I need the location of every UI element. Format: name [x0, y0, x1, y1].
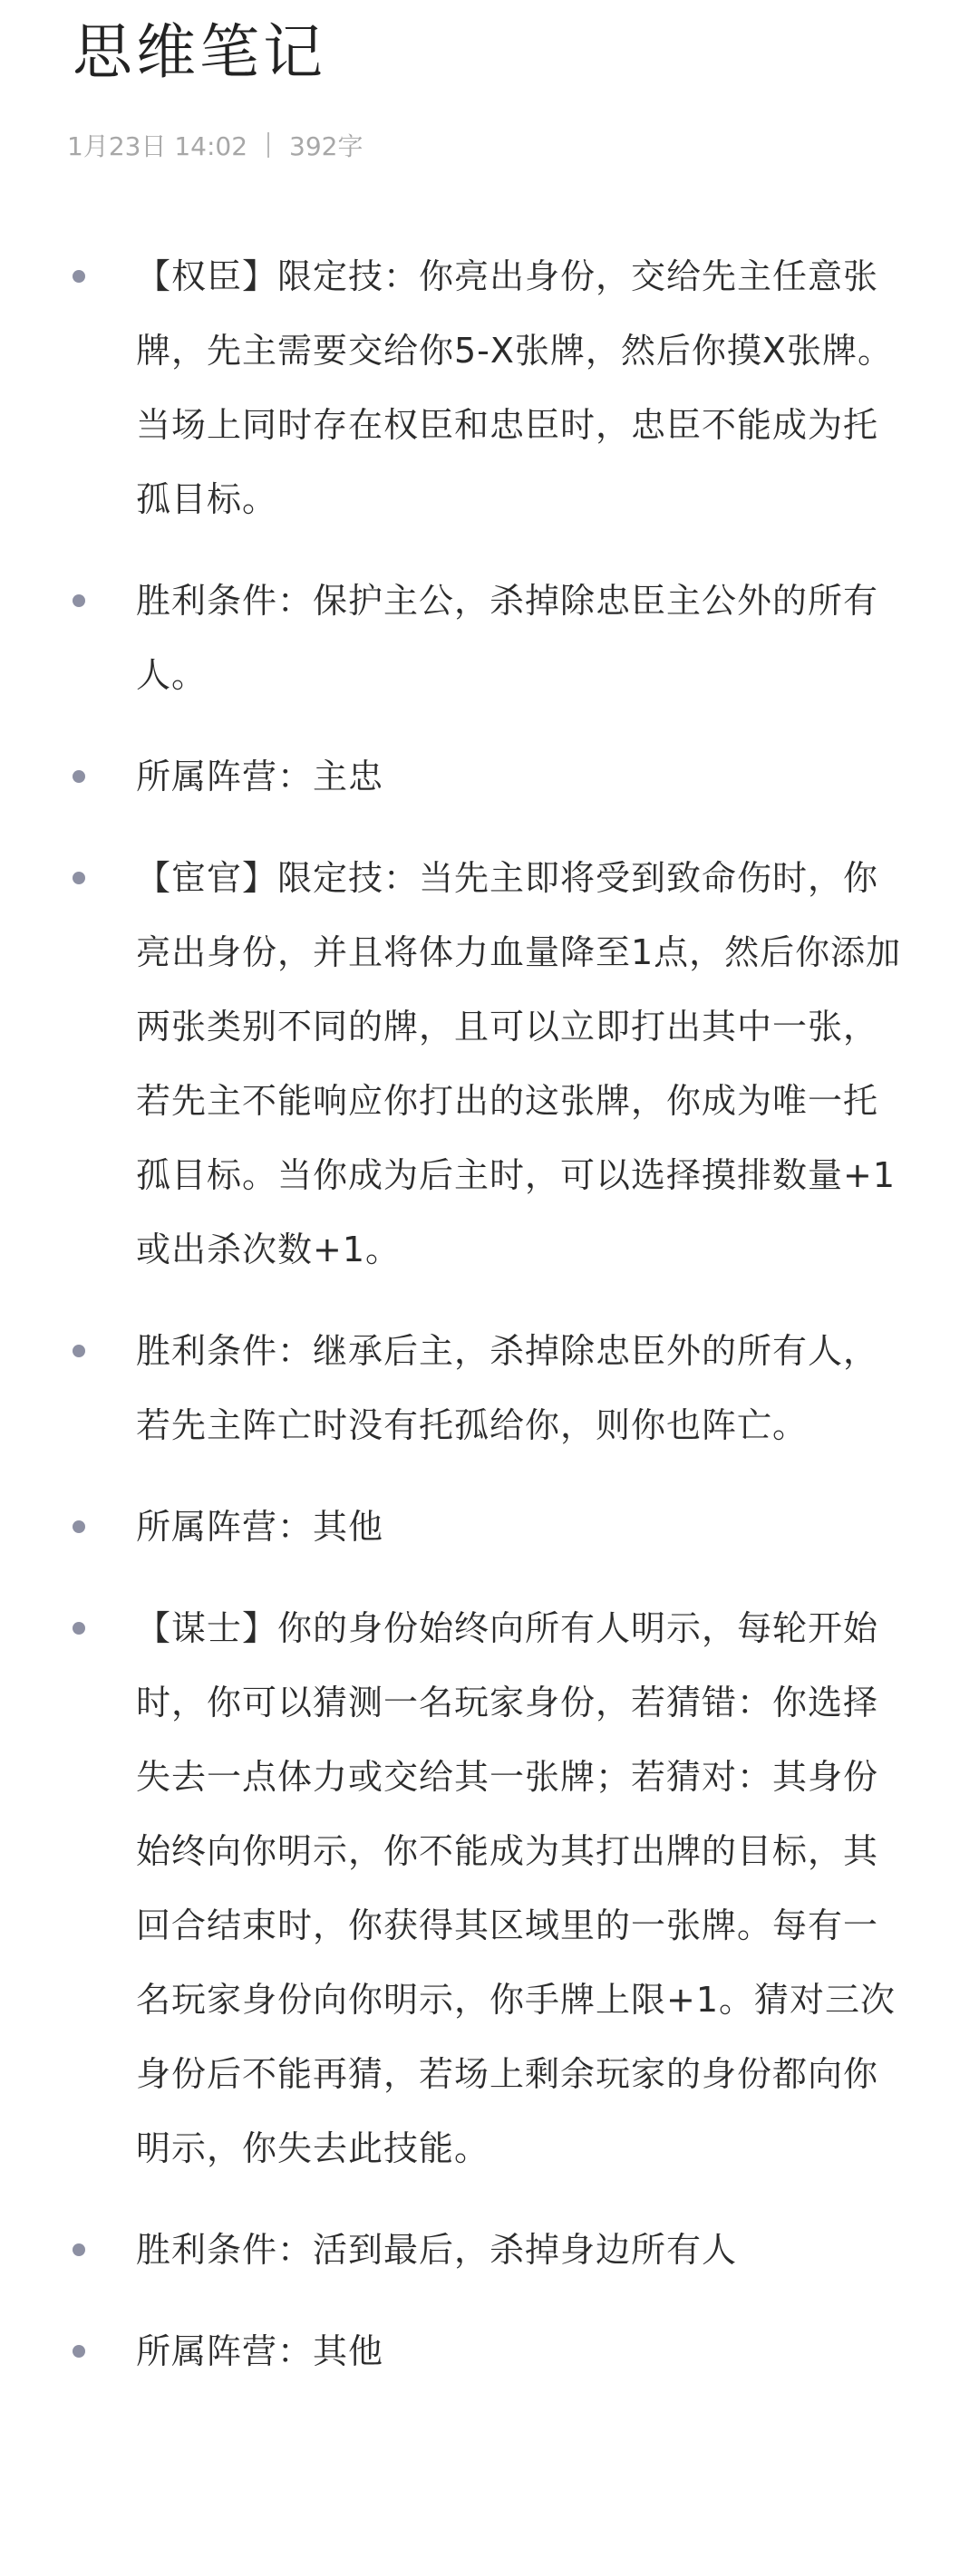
list-item-text: 所属阵营：主忠: [136, 757, 384, 796]
bullet-dot-icon: [73, 872, 85, 884]
bullet-dot-icon: [73, 594, 85, 607]
list-item[interactable]: [0, 841, 979, 1287]
list-item-text: 【谋士】你的身份始终向所有人明示，每轮开始时，你可以猜测一名玩家身份，若猜错：你选择失去一点体力或交给其一张牌；若猜对：其身份始终向你明示，你不能成为其打出牌的目标，其回合结束时，你获得其区域里的一张牌。每有一名玩家身份向你明示，你手牌上限+1。猜对三次身份后不能再猜，若场上剩余玩家的身份都向你明示，你失去此技能。: [136, 1608, 897, 2168]
list-item[interactable]: [0, 1591, 979, 2185]
list-item-text: 胜利条件：保护主公，杀掉除忠臣主公外的所有人。: [136, 581, 879, 695]
bullet-dot-icon: [73, 2243, 85, 2256]
list-item-text: 胜利条件：活到最后，杀掉身边所有人: [136, 2230, 738, 2270]
list-item[interactable]: [0, 2314, 979, 2388]
list-item[interactable]: [0, 564, 979, 712]
note-date: 1月23日 14:02: [67, 131, 248, 161]
bullet-dot-icon: [73, 1345, 85, 1357]
word-count: 392字: [289, 131, 363, 161]
meta-divider: [267, 132, 269, 158]
note-title[interactable]: 思维笔记: [73, 17, 326, 87]
note-meta: [67, 127, 363, 163]
list-item-text: 所属阵营：其他: [136, 1507, 384, 1547]
list-item-text: 所属阵营：其他: [136, 2331, 384, 2371]
bullet-dot-icon: [73, 770, 85, 783]
list-item[interactable]: [0, 1490, 979, 1564]
list-item[interactable]: [0, 239, 979, 536]
list-item[interactable]: [0, 739, 979, 814]
list-item-text: 胜利条件：继承后主，杀掉除忠臣外的所有人，若先主阵亡时没有托孤给你，则你也阵亡。: [136, 1331, 879, 1445]
list-item[interactable]: [0, 1314, 979, 1462]
list-item-text: 【宦官】限定技：当先主即将受到致命伤时，你亮出身份，并且将体力血量降至1点，然后你添加两张类别不同的牌，且可以立即打出其中一张，若先主不能响应你打出的这张牌，你成为唯一托孤目标。当你成为后主时，可以选择摸排数量+1或出杀次数+1。: [136, 858, 902, 1269]
list-item-text: 【权臣】限定技：你亮出身份，交给先主任意张牌，先主需要交给你5-X张牌，然后你摸X张牌。当场上同时存在权臣和忠臣时，忠臣不能成为托孤目标。: [136, 256, 893, 519]
bullet-dot-icon: [73, 1520, 85, 1533]
bullet-dot-icon: [73, 270, 85, 283]
list-item[interactable]: [0, 2213, 979, 2287]
note-bullet-list[interactable]: [0, 239, 979, 2416]
bullet-dot-icon: [73, 1622, 85, 1635]
bullet-dot-icon: [73, 2345, 85, 2358]
